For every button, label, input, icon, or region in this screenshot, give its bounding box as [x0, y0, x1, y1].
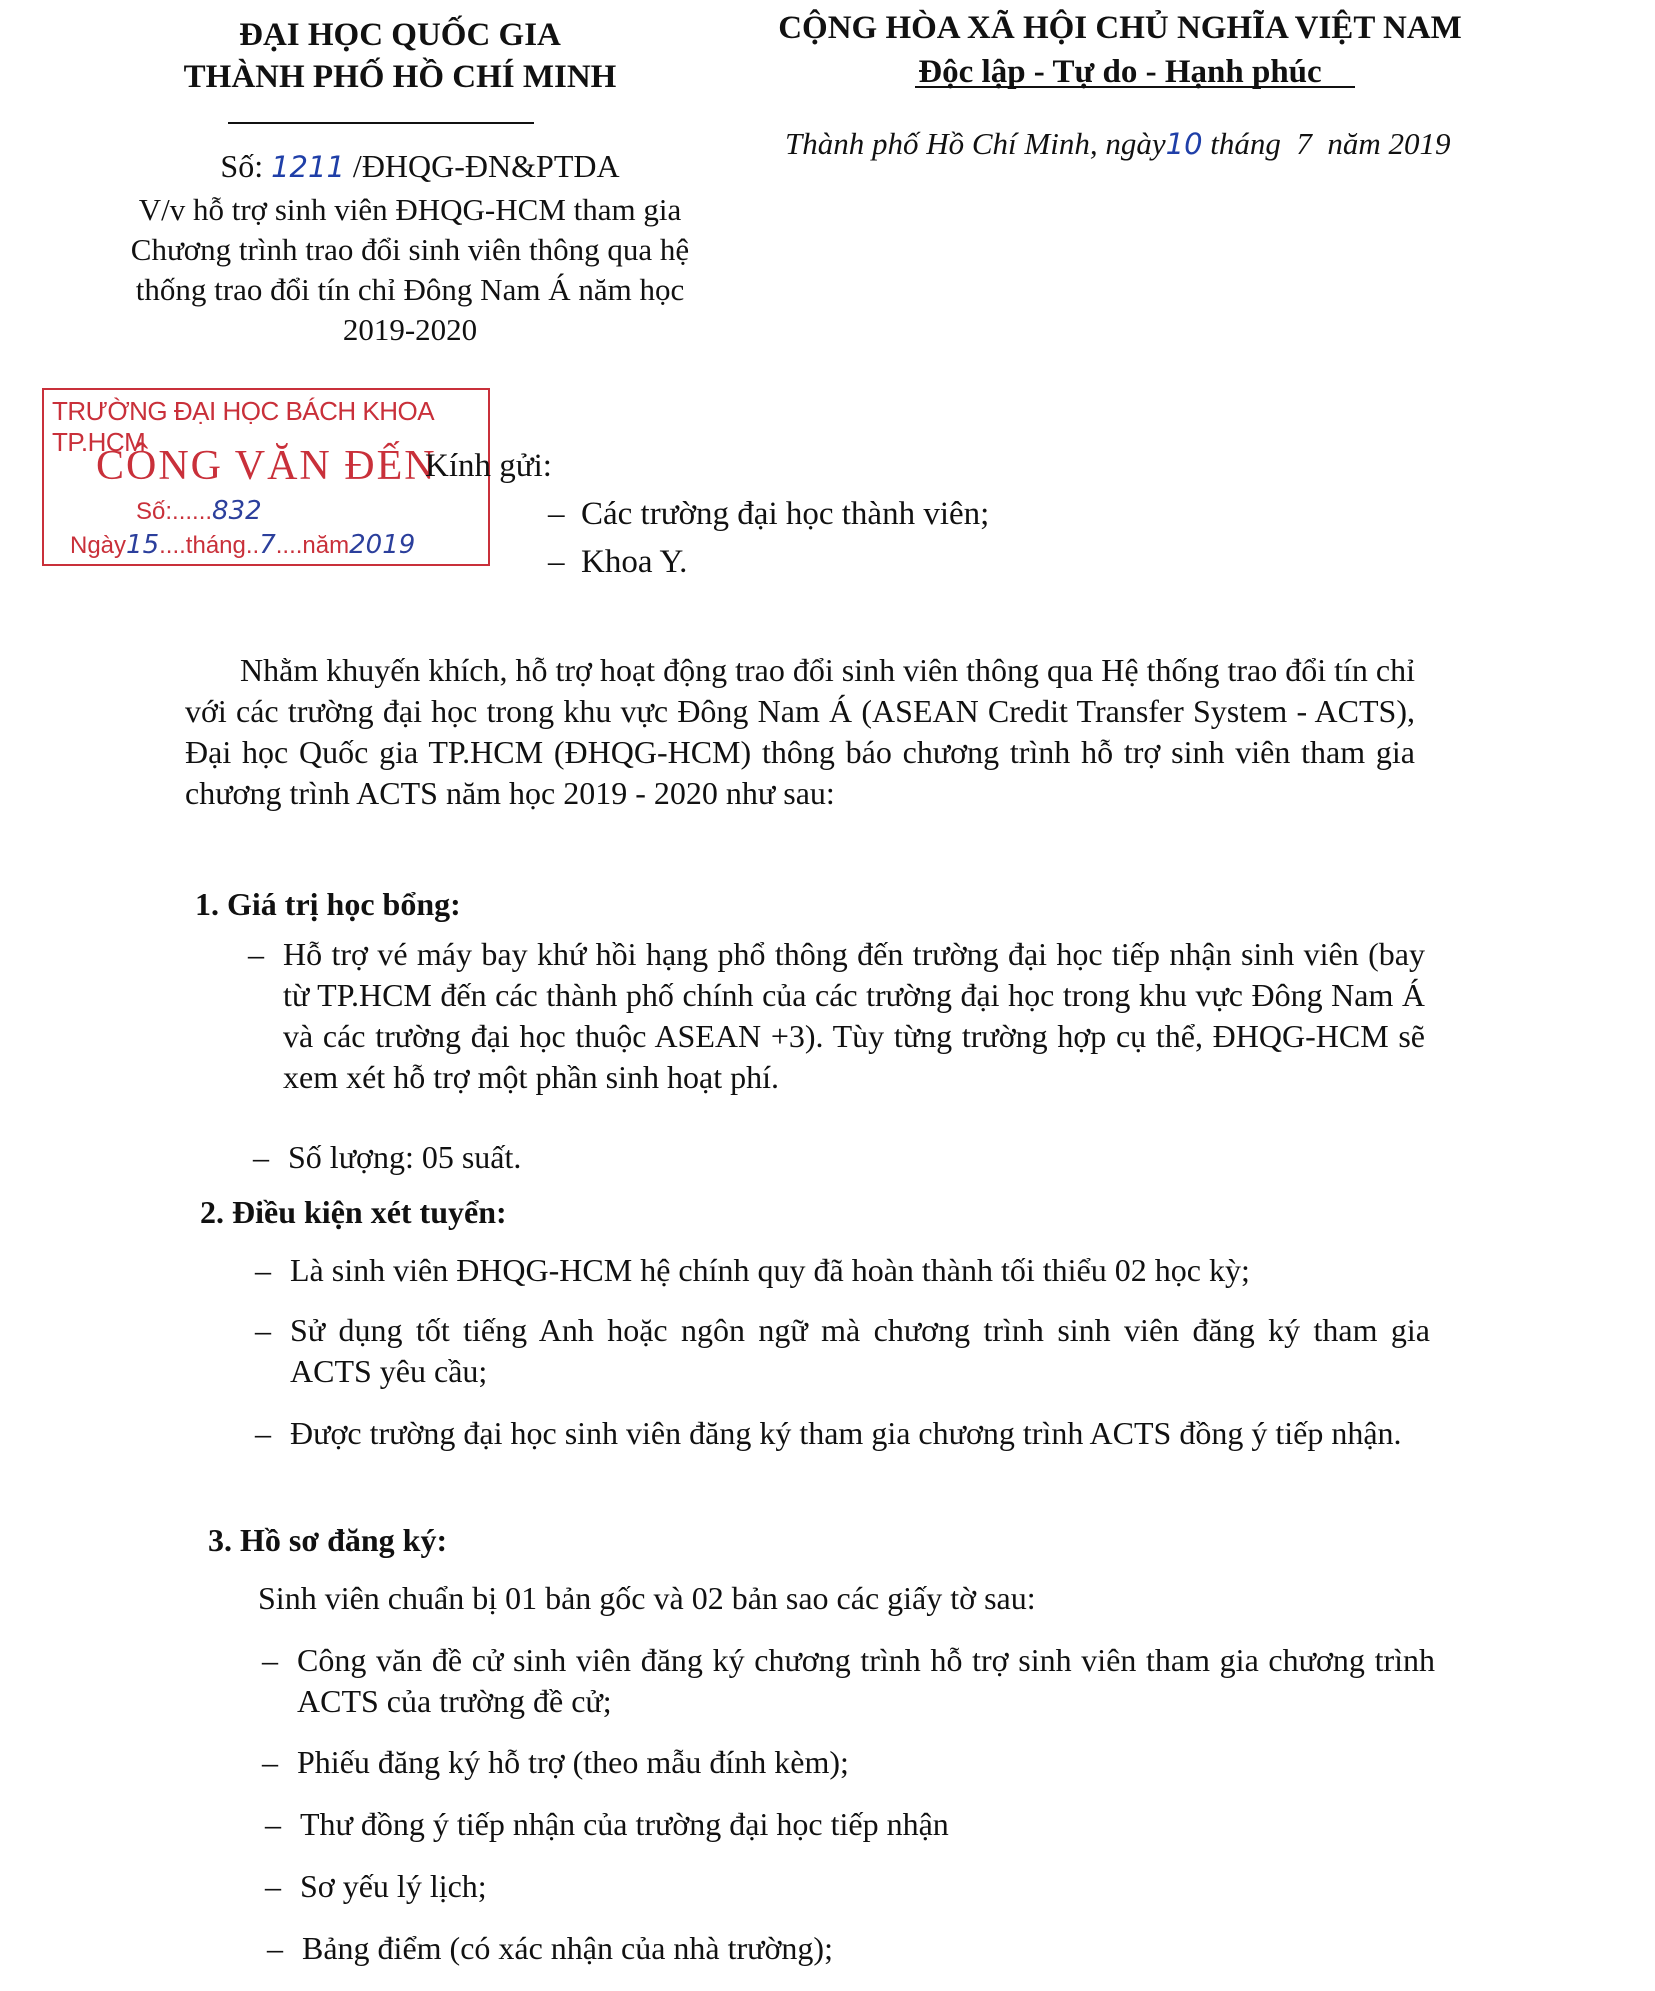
bullet-text: Là sinh viên ĐHQG-HCM hệ chính quy đã hoàn thành tối thiểu 02 học kỳ;	[290, 1252, 1250, 1288]
dateline-month-label: tháng	[1210, 126, 1281, 161]
dateline-prefix: Thành phố Hồ Chí Minh, ngày	[785, 126, 1166, 161]
bullet-item: – Hỗ trợ vé máy bay khứ hồi hạng phổ thông đến trường đại học tiếp nhận sinh viên (bay từ TP.HCM đến các thành phố chính của các trường đại học trong khu vực Đông Nam Á và các trường đại học thuộc ASEAN +3). Tùy từng trường hợp cụ thể, ĐHQG-HCM sẽ xem xét hỗ trợ một phần sinh hoạt phí.	[248, 936, 1425, 1095]
bullet-item: – Thư đồng ý tiếp nhận của trường đại học tiếp nhận	[265, 1806, 949, 1842]
stamp-title: CÔNG VĂN ĐẾN	[96, 443, 437, 489]
section-heading-1: 1. Giá trị học bổng:	[195, 886, 461, 922]
stamp-number-value: 832	[212, 496, 262, 526]
incoming-document-stamp	[42, 388, 490, 566]
bullet-text: Được trường đại học sinh viên đăng ký tham gia chương trình ACTS đồng ý tiếp nhận.	[290, 1415, 1402, 1451]
issuer-underline	[228, 122, 534, 124]
dateline-day: 10	[1165, 127, 1203, 161]
greeting: Kính gửi:	[425, 448, 552, 484]
recipient-text: Khoa Y.	[581, 544, 688, 580]
stamp-date-row	[70, 530, 415, 560]
bullet-item: – Sơ yếu lý lịch;	[265, 1868, 487, 1904]
stamp-day-label: Ngày	[70, 532, 127, 559]
bullet-text: Sơ yếu lý lịch;	[300, 1868, 487, 1904]
document-number	[140, 148, 700, 185]
bullet-item: – Bảng điểm (có xác nhận của nhà trường);	[267, 1930, 833, 1966]
bullet-item: – Sử dụng tốt tiếng Anh hoặc ngôn ngữ mà chương trình sinh viên đăng ký tham gia ACTS yêu cầu;	[255, 1312, 1430, 1389]
bullet-item: – Phiếu đăng ký hỗ trợ (theo mẫu đính kèm);	[262, 1744, 849, 1780]
stamp-school: TRƯỜNG ĐẠI HỌC BÁCH KHOA TP.HCM	[52, 396, 433, 457]
bullet-item: – Được trường đại học sinh viên đăng ký tham gia chương trình ACTS đồng ý tiếp nhận.	[255, 1415, 1402, 1451]
stamp-number-label: Số:......	[136, 498, 213, 525]
bullet-item: – Là sinh viên ĐHQG-HCM hệ chính quy đã hoàn thành tối thiểu 02 học kỳ;	[255, 1252, 1250, 1288]
issuer-line-2: THÀNH PHỐ HỒ CHÍ MINH	[183, 59, 617, 95]
stamp-year-label: ....năm	[275, 532, 350, 559]
bullet-text: Công văn đề cử sinh viên đăng ký chương trình hỗ trợ sinh viên tham gia chương trình ACTS của trường đề cử;	[297, 1642, 1435, 1719]
section-lead: Sinh viên chuẩn bị 01 bản gốc và 02 bản sao các giấy tờ sau:	[258, 1580, 1036, 1616]
dateline-year: năm 2019	[1327, 126, 1451, 161]
issuer-line-1: ĐẠI HỌC QUỐC GIA	[239, 17, 561, 53]
bullet-text: Hỗ trợ vé máy bay khứ hồi hạng phổ thông đến trường đại học tiếp nhận sinh viên (bay từ TP.HCM đến các thành phố chính của các trường đại học trong khu vực Đông Nam Á và các trường đại học thuộc ASEAN +3). Tùy từng trường hợp cụ thể, ĐHQG-HCM sẽ xem xét hỗ trợ một phần sinh hoạt phí.	[283, 936, 1425, 1095]
recipient-item: – Khoa Y.	[548, 544, 688, 580]
bullet-item: – Công văn đề cử sinh viên đăng ký chương trình hỗ trợ sinh viên tham gia chương trình ACTS của trường đề cử;	[262, 1642, 1435, 1719]
section-heading-2: 2. Điều kiện xét tuyển:	[200, 1194, 507, 1230]
subject-line: thống trao đổi tín chỉ Đông Nam Á năm học	[135, 272, 685, 307]
section-heading-3: 3. Hồ sơ đăng ký:	[208, 1522, 448, 1558]
recipient-item: – Các trường đại học thành viên;	[548, 496, 990, 532]
stamp-day-value: 15	[126, 530, 160, 560]
subject-line: V/v hỗ trợ sinh viên ĐHQG-HCM tham gia	[138, 192, 682, 227]
doc-number-label: Số:	[220, 148, 264, 184]
bullet-item: – Số lượng: 05 suất.	[253, 1139, 522, 1175]
bullet-text: Số lượng: 05 suất.	[288, 1139, 522, 1175]
bullet-text: Thư đồng ý tiếp nhận của trường đại học tiếp nhận	[300, 1806, 949, 1842]
dateline	[785, 126, 1485, 162]
stamp-month-value: 7	[259, 530, 276, 560]
dateline-month: 7	[1296, 126, 1312, 161]
national-header	[760, 6, 1480, 94]
national-motto: Độc lập - Tự do - Hạnh phúc	[918, 54, 1322, 90]
stamp-month-label: ....tháng..	[159, 532, 260, 559]
subject-line: 2019-2020	[342, 312, 478, 347]
motto-underline	[915, 86, 1355, 88]
stamp-number-row	[136, 496, 262, 526]
bullet-text: Phiếu đăng ký hỗ trợ (theo mẫu đính kèm);	[297, 1744, 849, 1780]
recipient-text: Các trường đại học thành viên;	[581, 496, 990, 532]
stamp-year-value: 2019	[349, 530, 416, 560]
bullet-text: Bảng điểm (có xác nhận của nhà trường);	[302, 1930, 833, 1966]
intro-paragraph	[185, 650, 1415, 814]
doc-number-suffix: /ĐHQG-ĐN&PTDA	[352, 148, 620, 184]
issuer-header	[140, 14, 660, 98]
subject-line: Chương trình trao đổi sinh viên thông qua hệ	[130, 232, 690, 267]
national-line-1: CỘNG HÒA XÃ HỘI CHỦ NGHĨA VIỆT NAM	[778, 10, 1462, 46]
doc-number-handwritten: 1211	[271, 150, 345, 184]
intro-text: Nhằm khuyến khích, hỗ trợ hoạt động trao đổi sinh viên thông qua Hệ thống trao đổi tín chỉ với các trường đại học trong khu vực Đông Nam Á (ASEAN Credit Transfer System - ACTS), Đại học Quốc gia TP.HCM (ĐHQG-HCM) thông báo chương trình hỗ trợ sinh viên tham gia chương trình ACTS năm học 2019 - 2020 như sau:	[185, 652, 1415, 811]
subject-block	[100, 190, 720, 350]
bullet-text: Sử dụng tốt tiếng Anh hoặc ngôn ngữ mà chương trình sinh viên đăng ký tham gia ACTS yêu cầu;	[290, 1312, 1430, 1389]
